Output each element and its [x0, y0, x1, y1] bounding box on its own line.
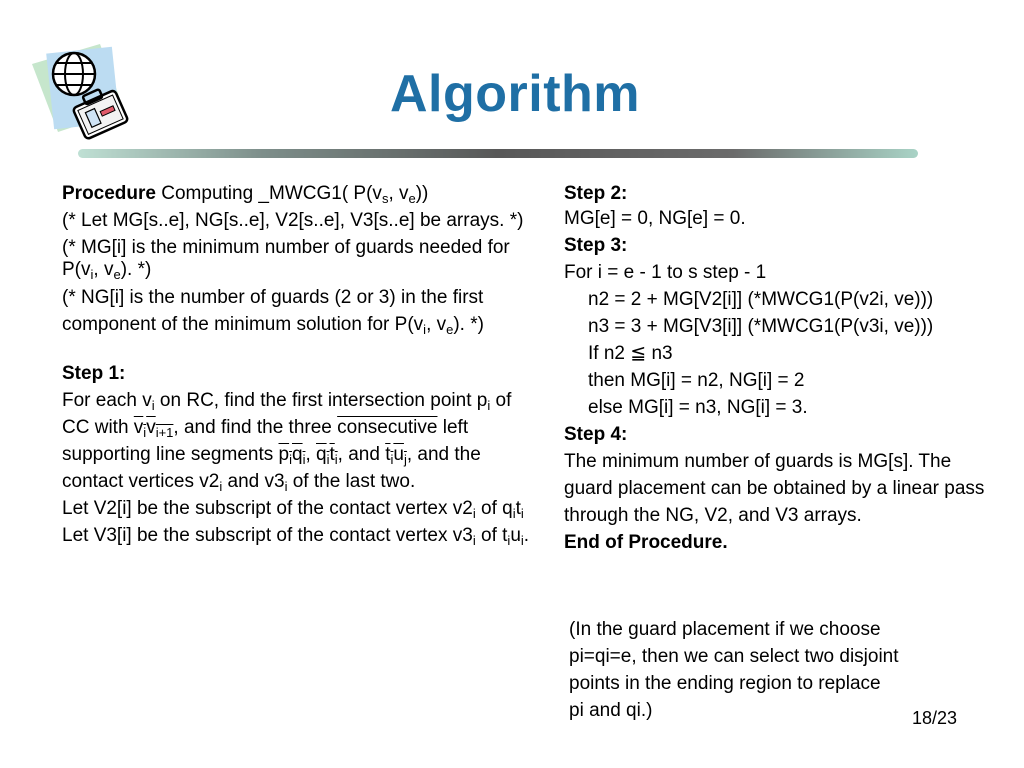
else-line: else MG[i] = n3, NG[i] = 3. — [588, 397, 808, 418]
n2-line: n2 = 2 + MG[V2[i]] (*MWCG1(P(v2i, ve))) — [588, 289, 934, 310]
note-text: (In the guard placement if we choose pi=qi=e, then we can select two disjoint points in the ending region to replace pi and qi.) — [569, 619, 899, 721]
globe-briefcase-icon — [28, 42, 138, 142]
step4-text: The minimum number of guards is MG[s]. The guard placement can be obtained by a linear pass through the NG, V2, and V3 arrays. — [564, 451, 985, 526]
left-column — [62, 180, 542, 549]
if-line: If n2 ≦ n3 — [588, 343, 673, 364]
end-of-procedure: End of Procedure. — [564, 532, 728, 553]
comment-arrays: (* Let MG[s..e], NG[s..e], V2[s..e], V3[s..e] be arrays. *) — [62, 210, 524, 231]
step4-heading: Step 4: — [564, 424, 628, 445]
step3-heading: Step 3: — [564, 235, 628, 256]
then-line: then MG[i] = n2, NG[i] = 2 — [588, 370, 805, 391]
guard-placement-note — [569, 616, 899, 724]
comment-mg: (* MG[i] is the minimum number of guards needed for $P(v_i$, $v_e$). *) — [62, 237, 510, 282]
right-column — [564, 180, 1009, 556]
step2-text: MG[e] = 0, NG[e] = 0. — [564, 208, 746, 229]
procedure-header: Procedure Computing _MWCG1( $P(v_s$, $v_e$)) — [62, 183, 429, 206]
step1-text: For each $v_i$ on RC, find the first intersection point $p_i$ of CC with $v_iv_{i+1}$, and find the three consecutive left supporting line segments $p_iq_i$, $q_it_i$, and $t_iu_j$, and the contact vertices $v2_i$ and $v3_i$ of the last two. — [62, 390, 512, 494]
step2-heading: Step 2: — [564, 183, 628, 204]
n3-line: n3 = 3 + MG[V3[i]] (*MWCG1(P(v3i, ve))) — [588, 316, 934, 337]
comment-ng: (* NG[i] is the number of guards (2 or 3) in the first component of the minimum solution for $P(v_i$, $v_e$). *) — [62, 287, 484, 337]
v3-definition: Let V3[i] be the subscript of the contact vertex $v3_i$ of $t_iu_i$. — [62, 525, 530, 548]
page-number: 18/23 — [912, 708, 958, 728]
slide-title: Algorithm — [389, 65, 641, 123]
title-divider — [78, 149, 918, 158]
step1-heading: Step 1: — [62, 363, 126, 384]
v2-definition: Let V2[i] be the subscript of the contact vertex $v2_i$ of $q_it_i$ — [62, 498, 524, 521]
loop-line: For i = e - 1 to s step - 1 — [564, 262, 767, 283]
